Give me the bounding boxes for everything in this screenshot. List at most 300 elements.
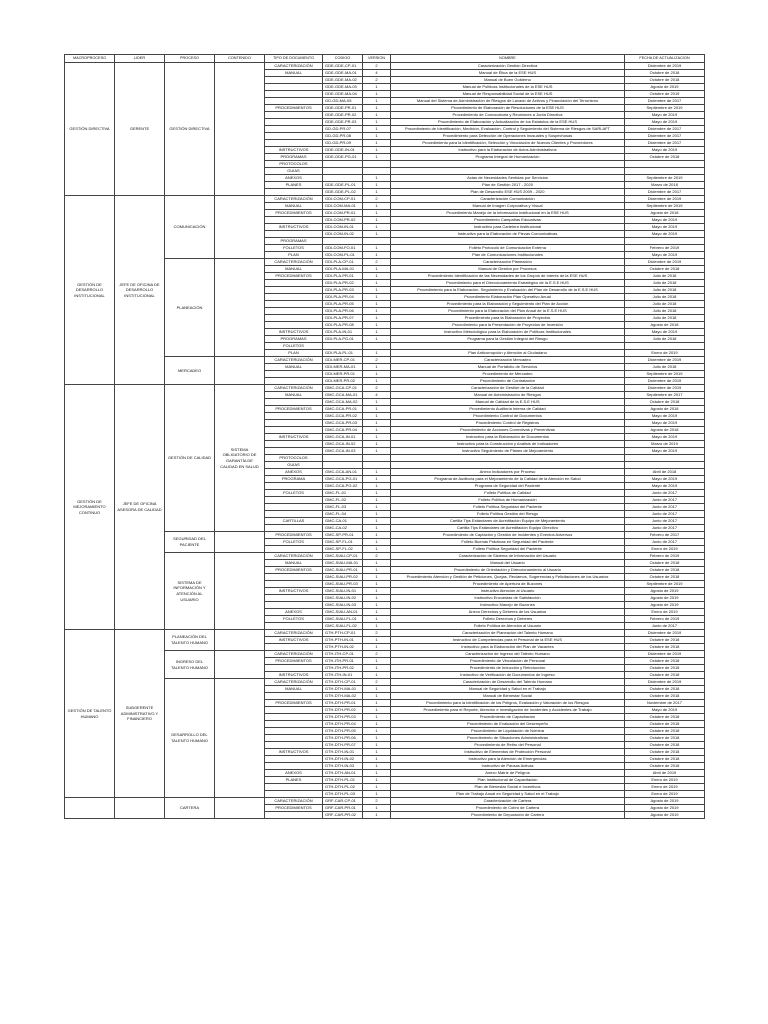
fecha-cell: Octubre de 2018 <box>625 154 705 161</box>
fecha-cell: Octubre de 2018 <box>625 728 705 735</box>
codigo-cell: GMC-SIAU-PR-01 <box>323 567 363 574</box>
codigo-cell: GMC-SIAU-FL-02 <box>323 623 363 630</box>
fecha-cell: Junio de 2017 <box>625 623 705 630</box>
fecha-cell: Julio de 2018 <box>625 273 705 280</box>
fecha-cell: Mayo de 2019 <box>625 147 705 154</box>
fecha-cell: Octubre de 2018 <box>625 686 705 693</box>
fecha-cell: Octubre de 2018 <box>625 714 705 721</box>
nombre-cell: Procedimiento de Elaboración y Actualización de los Estatutos de la ESE HUS <box>391 119 625 126</box>
version-cell: 1 <box>363 539 391 546</box>
nombre-cell: Procedimiento para la Identificación de los Peligros, Evaluación y Valoración de los Riesgos <box>391 700 625 707</box>
lider-cell <box>115 798 165 819</box>
version-cell: 1 <box>363 105 391 112</box>
codigo-cell: GDE-GDE-PR-02 <box>323 112 363 119</box>
proceso-cell: DESARROLLO DEL TALENTO HUMANO <box>165 679 215 798</box>
tipo-documento-cell <box>265 189 323 196</box>
version-cell: 1 <box>363 504 391 511</box>
nombre-cell: Manual del Sistema de Administración de Riesgos de Lavado de Activos y Financiación del Terrorismo <box>391 98 625 105</box>
codigo-cell <box>323 168 363 175</box>
tipo-documento-cell: INSTRUCTIVOS <box>265 637 323 644</box>
tipo-documento-cell: PROCEDIMIENTOS <box>265 532 323 539</box>
tipo-documento-cell: FOLLETOS <box>265 343 323 350</box>
version-cell: 2 <box>363 679 391 686</box>
nombre-cell: Caracterización Gestión Directiva <box>391 63 625 70</box>
fecha-cell: Mayo de 2019 <box>625 252 705 259</box>
tipo-documento-cell: PROGRAMAS <box>265 238 323 245</box>
fecha-cell: Marzo de 2018 <box>625 182 705 189</box>
fecha-cell: Diciembre de 2019 <box>625 630 705 637</box>
tipo-documento-cell <box>265 119 323 126</box>
version-cell: 1 <box>363 546 391 553</box>
version-cell: 1 <box>363 658 391 665</box>
codigo-cell: GTH-DTH-IN-02 <box>323 756 363 763</box>
fecha-cell: Noviembre de 2017 <box>625 700 705 707</box>
tipo-documento-cell: PROCEDIMIENTOS <box>265 105 323 112</box>
codigo-cell: GMC-CA-01 <box>323 518 363 525</box>
tipo-documento-cell: PROGRAMAS <box>265 336 323 343</box>
fecha-cell: Junio de 2017 <box>625 504 705 511</box>
codigo-cell: GMC-GCA-IN-02 <box>323 441 363 448</box>
codigo-cell: GTH-ITH-PR-02 <box>323 665 363 672</box>
nombre-cell: Procedimiento de Mercadeo <box>391 371 625 378</box>
document-master-list-table <box>64 54 705 819</box>
proceso-cell: INGRESO DEL TALENTO HUMANO <box>165 651 215 679</box>
tipo-documento-cell: PROCEDIMIENTOS <box>265 658 323 665</box>
fecha-cell: Diciembre de 2017 <box>625 126 705 133</box>
version-cell: 4 <box>363 70 391 77</box>
version-cell: 2 <box>363 651 391 658</box>
nombre-cell: Procedimiento de Apertura de Buzones <box>391 581 625 588</box>
codigo-cell: GDE-GDE-MA-01 <box>323 70 363 77</box>
codigo-cell <box>323 161 363 168</box>
codigo-cell: GTH-DTH-PL-03 <box>323 791 363 798</box>
codigo-cell: GMC-GCA-PR-04 <box>323 427 363 434</box>
nombre-cell: Instructivo de Elementos de Protección Personal <box>391 749 625 756</box>
version-cell: 1 <box>363 483 391 490</box>
codigo-cell: GMC-SP-FL-02 <box>323 546 363 553</box>
tipo-documento-cell <box>265 595 323 602</box>
fecha-cell: Diciembre de 2019 <box>625 357 705 364</box>
tipo-documento-cell: GUIAS <box>265 462 323 469</box>
col-header-fecha: FECHA DE ACTUALIZACION <box>625 55 705 63</box>
nombre-cell: Programa de Auditoría para el Mejoramiento de la Calidad de la Atención en Salud <box>391 476 625 483</box>
codigo-cell: GMC-SIAU-IN-01 <box>323 588 363 595</box>
nombre-cell: Caracterización Planeación <box>391 259 625 266</box>
nombre-cell: Anexo Indicadores por Proceso <box>391 469 625 476</box>
table-row <box>65 630 705 637</box>
version-cell: 1 <box>363 231 391 238</box>
codigo-cell: GD-GD-PR-08 <box>323 133 363 140</box>
codigo-cell: GMC-GCA-MA-02 <box>323 399 363 406</box>
nombre-cell: Procedimiento de Contratación <box>391 378 625 385</box>
nombre-cell: Plan Institucional de Capacitación <box>391 777 625 784</box>
nombre-cell: Cartilla Tips Estándares de Acreditación Equipo Directivo <box>391 525 625 532</box>
fecha-cell: Febrero de 2019 <box>625 553 705 560</box>
version-cell: 1 <box>363 350 391 357</box>
tipo-documento-cell: INSTRUCTIVOS <box>265 329 323 336</box>
version-cell: 1 <box>363 378 391 385</box>
tipo-documento-cell <box>265 707 323 714</box>
tipo-documento-cell: PLAN <box>265 350 323 357</box>
proceso-cell: SISTEMA DE INFORMACIÓN Y ATENCIÓN AL USUARIO <box>165 553 215 630</box>
tipo-documento-cell: CARACTERIZACIÓN <box>265 630 323 637</box>
version-cell: 1 <box>363 637 391 644</box>
version-cell: 1 <box>363 728 391 735</box>
fecha-cell: Mayo de 2019 <box>625 707 705 714</box>
codigo-cell: GMC-GCA-PR-03 <box>323 420 363 427</box>
codigo-cell <box>323 343 363 350</box>
table-header-row <box>65 55 705 63</box>
codigo-cell: GTH-DTH-MA-02 <box>323 693 363 700</box>
nombre-cell: Folleto Derechos y Deberes <box>391 616 625 623</box>
fecha-cell: Febrero de 2019 <box>625 245 705 252</box>
fecha-cell: Mayo de 2019 <box>625 231 705 238</box>
nombre-cell: Procedimiento Control de Documentos <box>391 413 625 420</box>
codigo-cell: GMC-FL-04 <box>323 511 363 518</box>
nombre-cell: Procedimiento de Depuración de Cartera <box>391 812 625 819</box>
codigo-cell: GMC-SIAU-PR-03 <box>323 581 363 588</box>
version-cell: 1 <box>363 567 391 574</box>
macroproceso-cell: GESTIÓN DE DESARROLLO INSTITUCIONAL <box>65 196 115 385</box>
proceso-cell: CARTERA <box>165 798 215 819</box>
codigo-cell: GMC-GCA-IN-03 <box>323 448 363 455</box>
contenido-cell <box>215 651 265 679</box>
contenido-cell <box>215 630 265 651</box>
fecha-cell <box>625 161 705 168</box>
fecha-cell: Junio de 2017 <box>625 518 705 525</box>
nombre-cell: Procedimiento Auditoría Interna de Calidad <box>391 406 625 413</box>
fecha-cell: Mayo de 2019 <box>625 448 705 455</box>
proceso-cell: GESTIÓN DIRECTIVA <box>165 63 215 196</box>
codigo-cell: GMC-GCA-CP-01 <box>323 385 363 392</box>
fecha-cell: Diciembre de 2017 <box>625 98 705 105</box>
version-cell: 1 <box>363 413 391 420</box>
version-cell: 2 <box>363 77 391 84</box>
nombre-cell: Instructivo para la Elaboración de Documentos <box>391 434 625 441</box>
document-table-container <box>64 54 704 819</box>
codigo-cell: GDE-GDE-PL-02 <box>323 189 363 196</box>
nombre-cell: Procedimiento de Orientación y Direccionamiento al Usuario <box>391 567 625 574</box>
fecha-cell: Junio de 2017 <box>625 525 705 532</box>
codigo-cell: GTH-DTH-IN-03 <box>323 763 363 770</box>
fecha-cell: Diciembre de 2017 <box>625 133 705 140</box>
fecha-cell: Octubre de 2018 <box>625 749 705 756</box>
tipo-documento-cell <box>265 231 323 238</box>
codigo-cell: GTH-DTH-PL-01 <box>323 777 363 784</box>
fecha-cell: Octubre de 2018 <box>625 658 705 665</box>
nombre-cell <box>391 455 625 462</box>
fecha-cell: Julio de 2018 <box>625 287 705 294</box>
fecha-cell: Mayo de 2019 <box>625 483 705 490</box>
version-cell: 1 <box>363 252 391 259</box>
col-header-nombre: NOMBRE <box>391 55 625 63</box>
tipo-documento-cell <box>265 728 323 735</box>
tipo-documento-cell: PROGRAMA <box>265 476 323 483</box>
nombre-cell: Anexo Derechos y Deberes de los Usuarios <box>391 609 625 616</box>
fecha-cell: Mayo de 2019 <box>625 420 705 427</box>
fecha-cell: Mayo de 2019 <box>625 413 705 420</box>
version-cell: 1 <box>363 329 391 336</box>
version-cell: 2 <box>363 553 391 560</box>
codigo-cell: GTH-PTH-IN-01 <box>323 637 363 644</box>
lider-cell: JEFE DE OFICINA DE DESARROLLO INSTITUCIONAL <box>115 196 165 385</box>
tipo-documento-cell: PROGRAMAS <box>265 154 323 161</box>
fecha-cell: Mayo de 2019 <box>625 112 705 119</box>
codigo-cell: GRF-CAR-PR-01 <box>323 805 363 812</box>
nombre-cell: Procedimiento Control de Registros <box>391 420 625 427</box>
tipo-documento-cell <box>265 756 323 763</box>
codigo-cell: GMC-GCA-PG-01 <box>323 476 363 483</box>
version-cell: 1 <box>363 147 391 154</box>
fecha-cell: Mayo de 2019 <box>625 476 705 483</box>
codigo-cell: GDI-PLA-MA-01 <box>323 266 363 273</box>
fecha-cell: Octubre de 2018 <box>625 77 705 84</box>
tipo-documento-cell <box>265 504 323 511</box>
version-cell: 1 <box>363 91 391 98</box>
fecha-cell <box>625 238 705 245</box>
version-cell: 2 <box>363 357 391 364</box>
nombre-cell: Folleto Política de Calidad <box>391 490 625 497</box>
version-cell: 1 <box>363 497 391 504</box>
tipo-documento-cell: MANUAL <box>265 266 323 273</box>
col-header-lider: LIDER <box>115 55 165 63</box>
version-cell: 1 <box>363 441 391 448</box>
tipo-documento-cell <box>265 623 323 630</box>
nombre-cell: Programa Integral de Humanización <box>391 154 625 161</box>
tipo-documento-cell: FOLLETOS <box>265 490 323 497</box>
codigo-cell: GTH-DTH-MA-01 <box>323 686 363 693</box>
tipo-documento-cell <box>265 644 323 651</box>
codigo-cell: GMC-FL-02 <box>323 497 363 504</box>
proceso-cell: PLANEACIÓN <box>165 259 215 357</box>
version-cell: 1 <box>363 763 391 770</box>
fecha-cell: Julio de 2018 <box>625 336 705 343</box>
tipo-documento-cell <box>265 483 323 490</box>
fecha-cell: Octubre de 2018 <box>625 266 705 273</box>
nombre-cell: Procedimiento de Evaluación del Desempeño <box>391 721 625 728</box>
tipo-documento-cell <box>265 77 323 84</box>
codigo-cell: GMC-FL-03 <box>323 504 363 511</box>
codigo-cell: GTH-DTH-PR-01 <box>323 700 363 707</box>
nombre-cell: Actas de Necesidades Sentidas por Servicios <box>391 175 625 182</box>
version-cell: 1 <box>363 280 391 287</box>
version-cell: 1 <box>363 490 391 497</box>
fecha-cell: Diciembre de 2019 <box>625 259 705 266</box>
codigo-cell: GTH-ITH-PR-01 <box>323 658 363 665</box>
col-header-macroproceso: MACROPROCESO <box>65 55 115 63</box>
nombre-cell: Folleto Protocolo de Comunicación Externa <box>391 245 625 252</box>
fecha-cell: Marzo de 2019 <box>625 441 705 448</box>
codigo-cell: GDI-COM-IN-01 <box>323 224 363 231</box>
codigo-cell: GTH-DTH-PR-02 <box>323 707 363 714</box>
tipo-documento-cell <box>265 784 323 791</box>
proceso-cell: SEGURIDAD DEL PACIENTE <box>165 532 215 553</box>
fecha-cell: Octubre de 2018 <box>625 763 705 770</box>
codigo-cell: GDI-COM-PR-02 <box>323 217 363 224</box>
version-cell <box>363 462 391 469</box>
fecha-cell: Diciembre de 2017 <box>625 140 705 147</box>
version-cell: 2 <box>363 385 391 392</box>
codigo-cell: GDI-COM-PL-01 <box>323 252 363 259</box>
fecha-cell: Febrero de 2019 <box>625 616 705 623</box>
lider-cell: JEFE DE OFICINA ASESORA DE CALIDAD <box>115 385 165 630</box>
fecha-cell: Enero de 2019 <box>625 350 705 357</box>
fecha-cell: Julio de 2018 <box>625 308 705 315</box>
nombre-cell: Procedimiento de Situaciones Administrativas <box>391 735 625 742</box>
nombre-cell: Caracterización de Desarrollo del Talento Humano <box>391 679 625 686</box>
fecha-cell <box>625 455 705 462</box>
version-cell <box>363 455 391 462</box>
tipo-documento-cell <box>265 427 323 434</box>
lider-cell: SUBGERENTE ADMINISTRATIVO Y FINANCIERO <box>115 630 165 798</box>
codigo-cell <box>323 175 363 182</box>
codigo-cell: GTH-DTH-CP-01 <box>323 679 363 686</box>
codigo-cell: GMC-SIAU-PR-02 <box>323 574 363 581</box>
nombre-cell <box>391 168 625 175</box>
tipo-documento-cell <box>265 413 323 420</box>
tipo-documento-cell <box>265 735 323 742</box>
nombre-cell: Plan de Gestión 2017 - 2020 <box>391 182 625 189</box>
fecha-cell: Diciembre de 2019 <box>625 651 705 658</box>
tipo-documento-cell: MANUAL <box>265 560 323 567</box>
fecha-cell: Diciembre de 2017 <box>625 189 705 196</box>
tipo-documento-cell: CARACTERIZACIÓN <box>265 798 323 805</box>
nombre-cell: Procedimiento de Acciones Correctivas y Preventivas <box>391 427 625 434</box>
fecha-cell: Diciembre de 2019 <box>625 385 705 392</box>
fecha-cell: Septiembre de 2019 <box>625 581 705 588</box>
fecha-cell: Abril de 2019 <box>625 770 705 777</box>
nombre-cell: Procedimiento Campañas Educativas <box>391 217 625 224</box>
fecha-cell: Octubre de 2018 <box>625 574 705 581</box>
table-row <box>65 196 705 203</box>
tipo-documento-cell: CARACTERIZACIÓN <box>265 651 323 658</box>
tipo-documento-cell: INSTRUCTIVOS <box>265 434 323 441</box>
codigo-cell: GMC-SP-FL-01 <box>323 539 363 546</box>
nombre-cell: Manual del Usuario <box>391 560 625 567</box>
fecha-cell: Julio de 2018 <box>625 280 705 287</box>
tipo-documento-cell: ANEXOS <box>265 609 323 616</box>
fecha-cell <box>625 462 705 469</box>
fecha-cell: Julio de 2018 <box>625 364 705 371</box>
version-cell: 2 <box>363 630 391 637</box>
version-cell: 1 <box>363 686 391 693</box>
tipo-documento-cell: INSTRUCTIVOS <box>265 672 323 679</box>
table-row <box>65 63 705 70</box>
codigo-cell: GMC-SIAU-CP-01 <box>323 553 363 560</box>
version-cell: 1 <box>363 315 391 322</box>
contenido-cell <box>215 357 265 385</box>
proceso-cell: GESTIÓN DE CALIDAD <box>165 385 215 532</box>
lider-cell: GERENTE <box>115 63 165 196</box>
fecha-cell: Septiembre de 2017 <box>625 392 705 399</box>
codigo-cell: GMC-SIAU-FL-01 <box>323 616 363 623</box>
contenido-cell <box>215 259 265 357</box>
codigo-cell: GRF-CAR-PR-02 <box>323 812 363 819</box>
tipo-documento-cell <box>265 714 323 721</box>
version-cell: 1 <box>363 609 391 616</box>
tipo-documento-cell <box>265 511 323 518</box>
proceso-cell: MERCADEO <box>165 357 215 385</box>
fecha-cell: Agosto de 2018 <box>625 406 705 413</box>
version-cell: 1 <box>363 336 391 343</box>
codigo-cell: GDI-COM-CP-01 <box>323 196 363 203</box>
tipo-documento-cell: MANUAL <box>265 203 323 210</box>
version-cell: 1 <box>363 210 391 217</box>
codigo-cell: GDI-PLA-PR-04 <box>323 294 363 301</box>
nombre-cell: Instructivo Seguimiento de Planes de Mejoramiento <box>391 448 625 455</box>
codigo-cell: GTH-DTH-PR-05 <box>323 728 363 735</box>
nombre-cell: Manual de Políticas Institucionales de la ESE HUS <box>391 84 625 91</box>
codigo-cell: GTH-DTH-PL-02 <box>323 784 363 791</box>
version-cell: 1 <box>363 406 391 413</box>
tipo-documento-cell: CARTILLAS <box>265 518 323 525</box>
fecha-cell: Octubre de 2018 <box>625 672 705 679</box>
codigo-cell: GD-GD-PR-09 <box>323 140 363 147</box>
codigo-cell: GTH-DTH-IN-01 <box>323 749 363 756</box>
col-header-contenido: CONTENIDO <box>215 55 265 63</box>
version-cell: 1 <box>363 224 391 231</box>
version-cell: 1 <box>363 133 391 140</box>
tipo-documento-cell <box>265 98 323 105</box>
version-cell: 1 <box>363 595 391 602</box>
nombre-cell: Instructivo para la Construcción y Análisis de Indicadores <box>391 441 625 448</box>
tipo-documento-cell <box>265 378 323 385</box>
codigo-cell: GTH-DTH-PR-07 <box>323 742 363 749</box>
nombre-cell: Procedimiento para Detección de Operaciones Inusuales y Sospechosas <box>391 133 625 140</box>
col-header-proceso: PROCESO <box>165 55 215 63</box>
version-cell: 1 <box>363 700 391 707</box>
nombre-cell: Cartilla Tips Estándares de Acreditación Equipo de Mejoramiento <box>391 518 625 525</box>
tipo-documento-cell <box>265 497 323 504</box>
nombre-cell: Procedimiento para el Direccionamiento Estratégico de la E.S.E HUS <box>391 280 625 287</box>
codigo-cell: GDI-PLA-IN-01 <box>323 329 363 336</box>
codigo-cell: GDI-PLA-PR-06 <box>323 308 363 315</box>
version-cell: 1 <box>363 399 391 406</box>
version-cell: 2 <box>363 63 391 70</box>
nombre-cell: Caracterización de Gestión de la Calidad <box>391 385 625 392</box>
fecha-cell: Agosto de 2018 <box>625 210 705 217</box>
tipo-documento-cell: INSTRUCTIVOS <box>265 588 323 595</box>
tipo-documento-cell <box>265 371 323 378</box>
fecha-cell <box>625 168 705 175</box>
fecha-cell: Agosto de 2019 <box>625 602 705 609</box>
table-row <box>65 385 705 392</box>
nombre-cell: Plan de Trabajo Anual en Seguridad y Salud en el Trabajo <box>391 791 625 798</box>
tipo-documento-cell <box>265 602 323 609</box>
codigo-cell: GTH-DTH-PR-06 <box>323 735 363 742</box>
tipo-documento-cell <box>265 581 323 588</box>
version-cell: 1 <box>363 665 391 672</box>
tipo-documento-cell <box>265 91 323 98</box>
codigo-cell: GMC-GCA-PG-02 <box>323 483 363 490</box>
tipo-documento-cell <box>265 665 323 672</box>
codigo-cell: GDI-COM-PR-01 <box>323 210 363 217</box>
nombre-cell: Instructivo Encuestas de Satisfacción <box>391 595 625 602</box>
version-cell: 1 <box>363 742 391 749</box>
version-cell: 1 <box>363 707 391 714</box>
codigo-cell: GDI-PLA-PR-03 <box>323 287 363 294</box>
tipo-documento-cell: FOLLETOS <box>265 616 323 623</box>
version-cell: 1 <box>363 266 391 273</box>
nombre-cell: Plan Anticorrupción y Atención al Ciudadano <box>391 350 625 357</box>
tipo-documento-cell: PROCEDIMIENTOS <box>265 406 323 413</box>
fecha-cell: Abril de 2018 <box>625 469 705 476</box>
codigo-cell: GDI-PLA-PR-01 <box>323 273 363 280</box>
nombre-cell: Procedimiento para la Elaboración, Seguimiento y Evaluación del Plan de Desarrollo de la E.S.E HUS <box>391 287 625 294</box>
codigo-cell: GDE-GDE-MA-03 <box>323 84 363 91</box>
codigo-cell: GDI-COM-FO-01 <box>323 245 363 252</box>
version-cell: 1 <box>363 448 391 455</box>
